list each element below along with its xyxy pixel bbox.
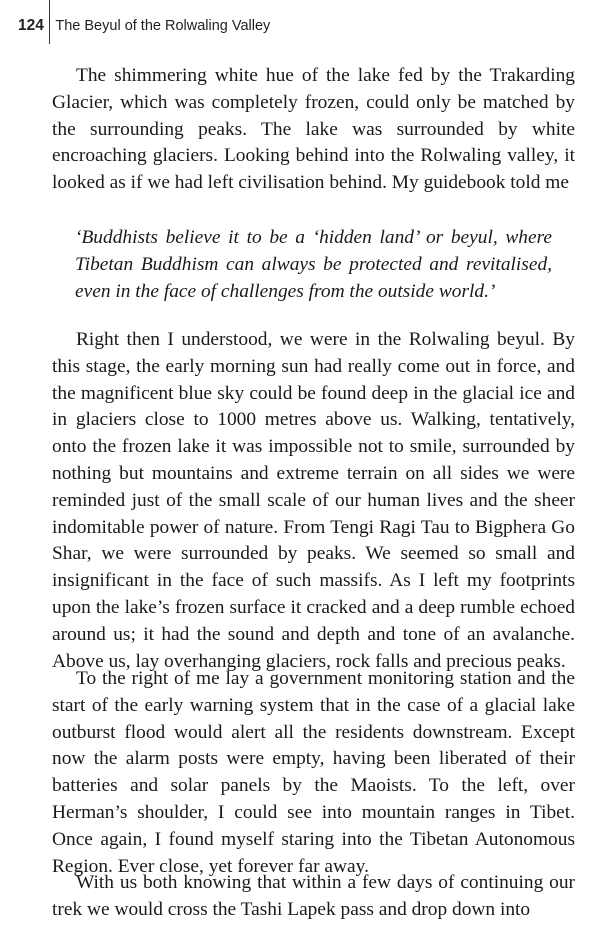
body-paragraph-1: The shimmering white hue of the lake fed by the Trakarding Glacier, which was completely frozen, could only be matched by the surrounding peaks. The lake was surrounded by white encroaching glaciers. Looking behind into the Rolwaling valley, it looked as if we had left civilisation behind. My guidebook told me xyxy=(52,65,575,194)
running-title: The Beyul of the Rolwaling Valley xyxy=(55,18,271,34)
body-paragraph-3: To the right of me lay a government monitoring station and the start of the early warning system that in the case of a glacial lake outburst flood would alert all the residents downstream. Except now the alarm posts were empty, having been liberated of their batteries and solar panels by the Maoists. To the left, over Herman’s shoulder, I could see into mountain ranges in Tibet. Once again, I found myself staring into the Tibetan Autonomous Region. Ever close, yet forever far away. xyxy=(52,668,575,877)
page-number: 124 xyxy=(18,17,44,34)
running-header xyxy=(18,14,270,38)
block-quote: ‘Buddhists believe it to be a ‘hidden land’ or beyul, where Tibetan Buddhism can always be protected and revitalised, even in the face of challenges from the outside world.’ xyxy=(75,227,552,302)
body-paragraph-2: Right then I understood, we were in the Rolwaling beyul. By this stage, the early morning sun had really come out in force, and the magnificent blue sky could be found deep in the glacial ice and in glaciers close to 1000 metres above us. Walking, tentatively, onto the frozen lake it was impossible not to smile, surrounded by nothing but mountains and extreme terrain on all sides we were reminded just of the small scale of our human lives and the sheer indomitable power of nature. From Tengi Ragi Tau to Bigphera Go Shar, we were surrounded by peaks. We seemed so small and insignificant in the face of such massifs. As I left my footprints upon the lake’s frozen surface it cracked and a deep rumble echoed around us; it had the sound and depth and tone of an avalanche. Above us, lay overhanging glaciers, rock falls and precious peaks. xyxy=(52,329,575,672)
body-paragraph-4: With us both knowing that within a few days of continuing our trek we would cross the Tashi Lapek pass and drop down into xyxy=(52,872,575,920)
